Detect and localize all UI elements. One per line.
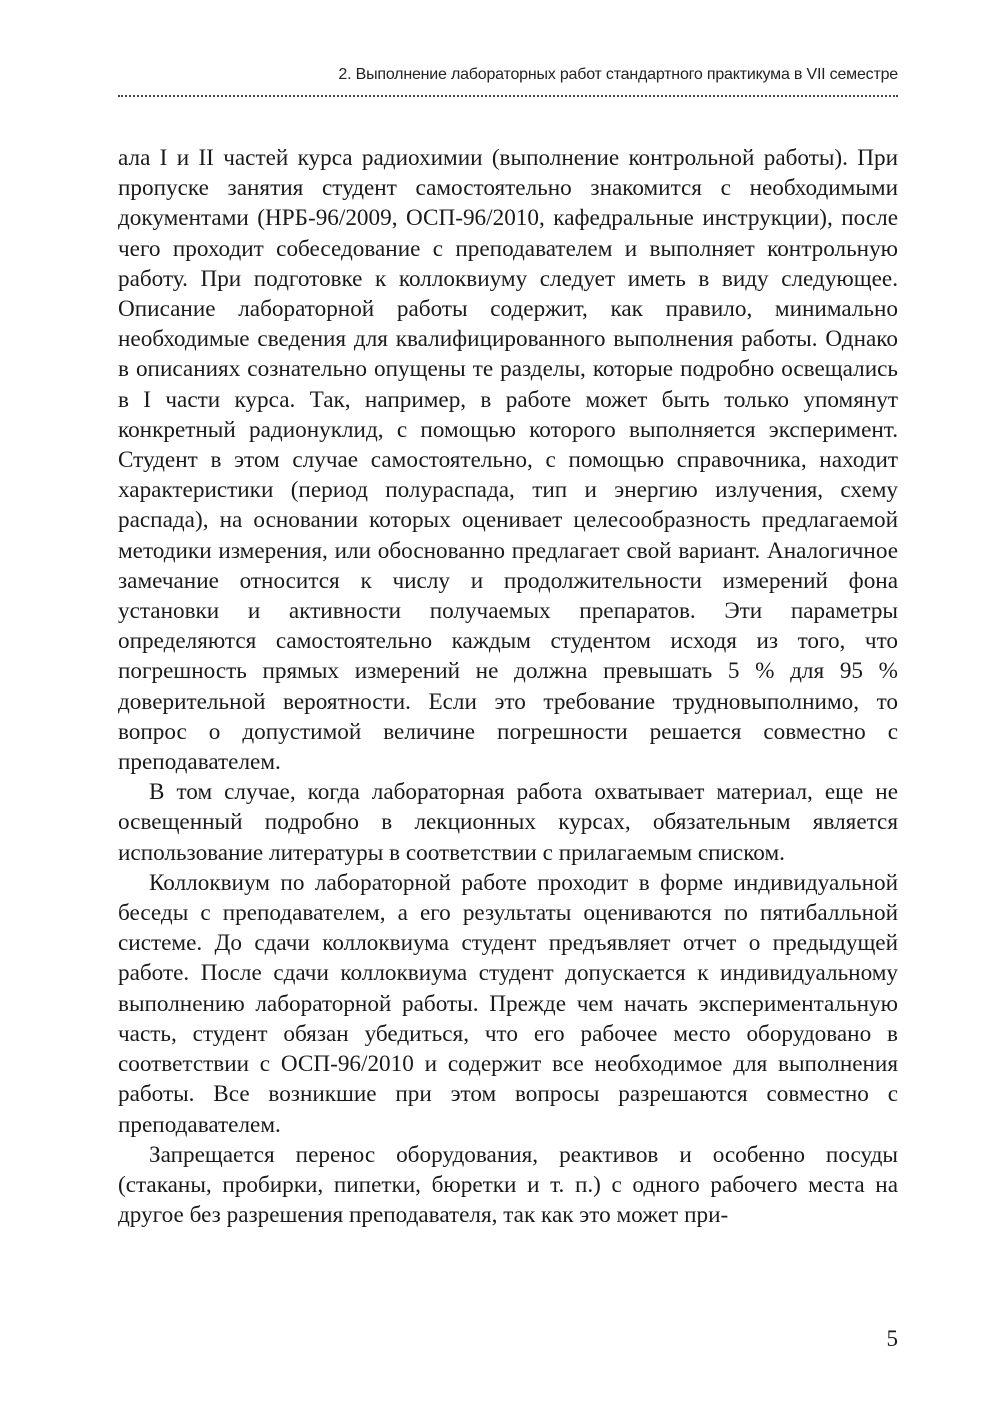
paragraph-continued: ала I и II частей курса радиохимии (выполнение контрольной работы). При пропуске занятия студент самостоятельно знакомится с необходимыми документами (НРБ-96/2009, ОСП-96/2010, кафедральные инструкции), после чего проходит собеседование с преподавателем и выполняет контрольную работу. При подготовке к коллоквиуму следует иметь в виду следующее. Описание лабораторной работы содержит, как правило, минимально необходимые сведения для квалифицированного выполнения работы. Однако в описаниях сознательно опущены те разделы, которые подробно освещались в I части курса. Так, например, в работе может быть только упомянут конкретный радионуклид, с помощью которого выполняется эксперимент. Студент в этом случае самостоятельно, с помощью справочника, находит характеристики (период полураспада, тип и энергию излучения, схему распада), на основании которых оценивает целесообразность предлагаемой методики измерения, или обоснованно предлагает свой вариант. Аналогичное замечание относится к числу и продолжительности измерений фона установки и активности получаемых препаратов. Эти параметры определяются самостоятельно каждым студентом исходя из того, что погрешность прямых измерений не должна превышать 5 % для 95 % доверительной вероятности. Если это требование трудновыполнимо, то вопрос о допустимой величине погрешности решается совместно с преподавателем. <box>118 145 898 776</box>
paragraph: Запрещается перенос оборудования, реактивов и особенно посуды (стаканы, пробирки, пипетки, бюретки и т. п.) с одного рабочего места на другое без разрешения преподавателя, так как это может при- <box>118 1141 898 1229</box>
header-dotted-rule <box>118 95 898 97</box>
paragraph: В том случае, когда лабораторная работа охватывает материал, еще не освещенный подробно в лекционных курсах, обязательным является использование литературы в соответствии с прилагаемым списком. <box>118 779 898 866</box>
running-head: 2. Выполнение лабораторных работ стандартного практикума в VII семестре <box>338 66 898 83</box>
page-number: 5 <box>886 1326 898 1351</box>
paragraph: Коллоквиум по лабораторной работе проходит в форме индивидуальной беседы с преподавателем, а его результаты оцениваются по пятибалльной системе. До сдачи коллоквиума студент предъявляет отчет о предыдущей работе. После сдачи коллоквиума студент допускается к индивидуальному выполнению лабораторной работы. Прежде чем начать экспериментальную часть, студент обязан убедиться, что его рабочее место оборудовано в соответствии с ОСП-96/2010 и содержит все необходимое для выполнения работы. Все возникшие при этом вопросы разрешаются совместно с преподавателем. <box>118 869 898 1138</box>
body-text <box>118 143 898 1230</box>
